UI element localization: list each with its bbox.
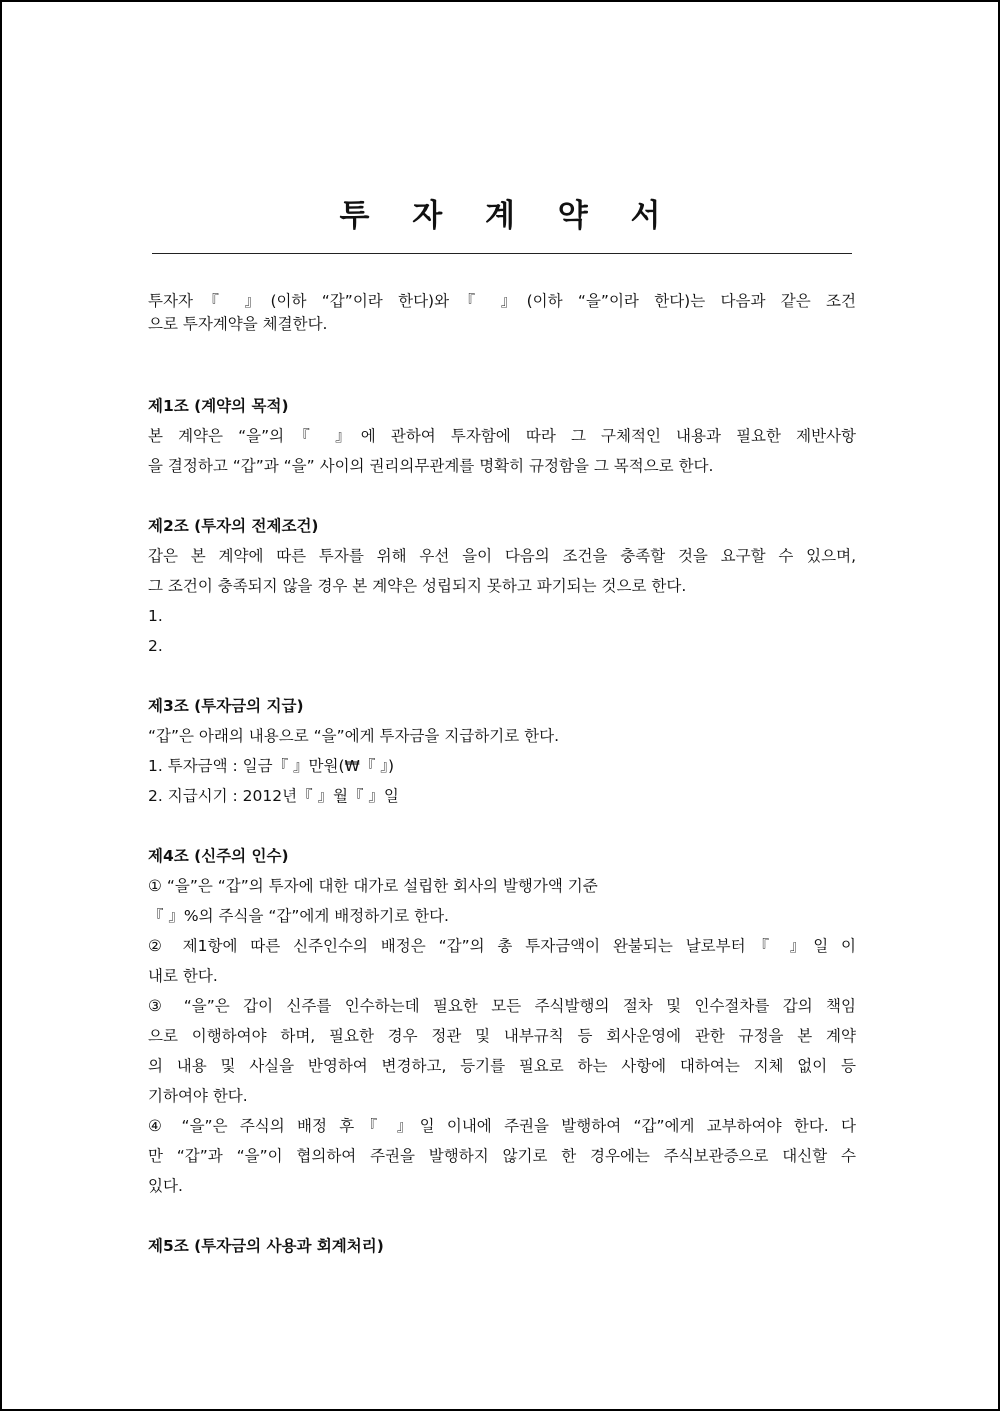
article-line: 의 내용 및 사실을 반영하여 변경하고, 등기를 필요로 하는 사항에 대하여는 지체 없이 등 bbox=[148, 1057, 856, 1075]
article-line: 그 조건이 충족되지 않을 경우 본 계약은 성립되지 못하고 파기되는 것으로 한다. bbox=[148, 577, 687, 595]
document-body bbox=[148, 290, 856, 1261]
article-line: 기하여야 한다. bbox=[148, 1087, 248, 1105]
article-line: 만 “갑”과 “을”이 협의하여 주권을 발행하지 않기로 한 경우에는 주식보관증으로 대신할 수 bbox=[148, 1147, 856, 1165]
intro-line: 투자자『 』(이하 “갑”이라 한다)와『 』(이하 “을”이라 한다)는 다음과 같은 조건 bbox=[148, 292, 856, 310]
article-2 bbox=[148, 511, 856, 661]
title-underline bbox=[152, 253, 852, 254]
article-line: 『 』%의 주식을 “갑”에게 배정하기로 한다. bbox=[148, 907, 449, 925]
article-heading: 제4조 (신주의 인수) bbox=[148, 847, 289, 865]
article-5 bbox=[148, 1231, 856, 1261]
article-heading: 제5조 (투자금의 사용과 회계처리) bbox=[148, 1237, 384, 1255]
article-line: ① “을”은 “갑”의 투자에 대한 대가로 설립한 회사의 발행가액 기준 bbox=[148, 877, 598, 895]
article-line: ③ “을”은 갑이 신주를 인수하는데 필요한 모든 주식발행의 절차 및 인수절차를 갑의 책임 bbox=[148, 997, 856, 1015]
article-heading: 제2조 (투자의 전제조건) bbox=[148, 517, 319, 535]
article-line: 본 계약은 “을”의『 』에 관하여 투자함에 따라 그 구체적인 내용과 필요한 제반사항 bbox=[148, 427, 856, 445]
article-1 bbox=[148, 391, 856, 481]
article-line: 갑은 본 계약에 따른 투자를 위해 우선 을이 다음의 조건을 충족할 것을 요구할 수 있으며, bbox=[148, 547, 856, 565]
article-line: ④ “을”은 주식의 배정 후『 』일 이내에 주권을 발행하여 “갑”에게 교부하여야 한다. 다 bbox=[148, 1117, 856, 1135]
list-item: 2. 지급시기 : 2012년『 』월『 』일 bbox=[148, 787, 399, 805]
article-4 bbox=[148, 841, 856, 1201]
article-3 bbox=[148, 691, 856, 811]
article-line: “갑”은 아래의 내용으로 “을”에게 투자금을 지급하기로 한다. bbox=[148, 727, 559, 745]
article-line: 있다. bbox=[148, 1177, 183, 1195]
article-line: 으로 이행하여야 하며, 필요한 경우 정관 및 내부규칙 등 회사운영에 관한 규정을 본 계약 bbox=[148, 1027, 856, 1045]
article-line: 내로 한다. bbox=[148, 967, 218, 985]
list-item: 1. bbox=[148, 607, 163, 625]
article-heading: 제3조 (투자금의 지급) bbox=[148, 697, 304, 715]
article-heading: 제1조 (계약의 목적) bbox=[148, 397, 289, 415]
article-line: 을 결정하고 “갑”과 “을” 사이의 권리의무관계를 명확히 규정함을 그 목적으로 한다. bbox=[148, 457, 714, 475]
article-line: ② 제1항에 따른 신주인수의 배정은 “갑”의 총 투자금액이 완불되는 날로부터『 』일 이 bbox=[148, 937, 856, 955]
list-item: 1. 투자금액 : 일금『 』만원(₩『 』) bbox=[148, 757, 395, 775]
list-item: 2. bbox=[148, 637, 163, 655]
document-title: 투 자 계 약 서 bbox=[339, 198, 677, 234]
intro-line: 으로 투자계약을 체결한다. bbox=[148, 315, 328, 333]
